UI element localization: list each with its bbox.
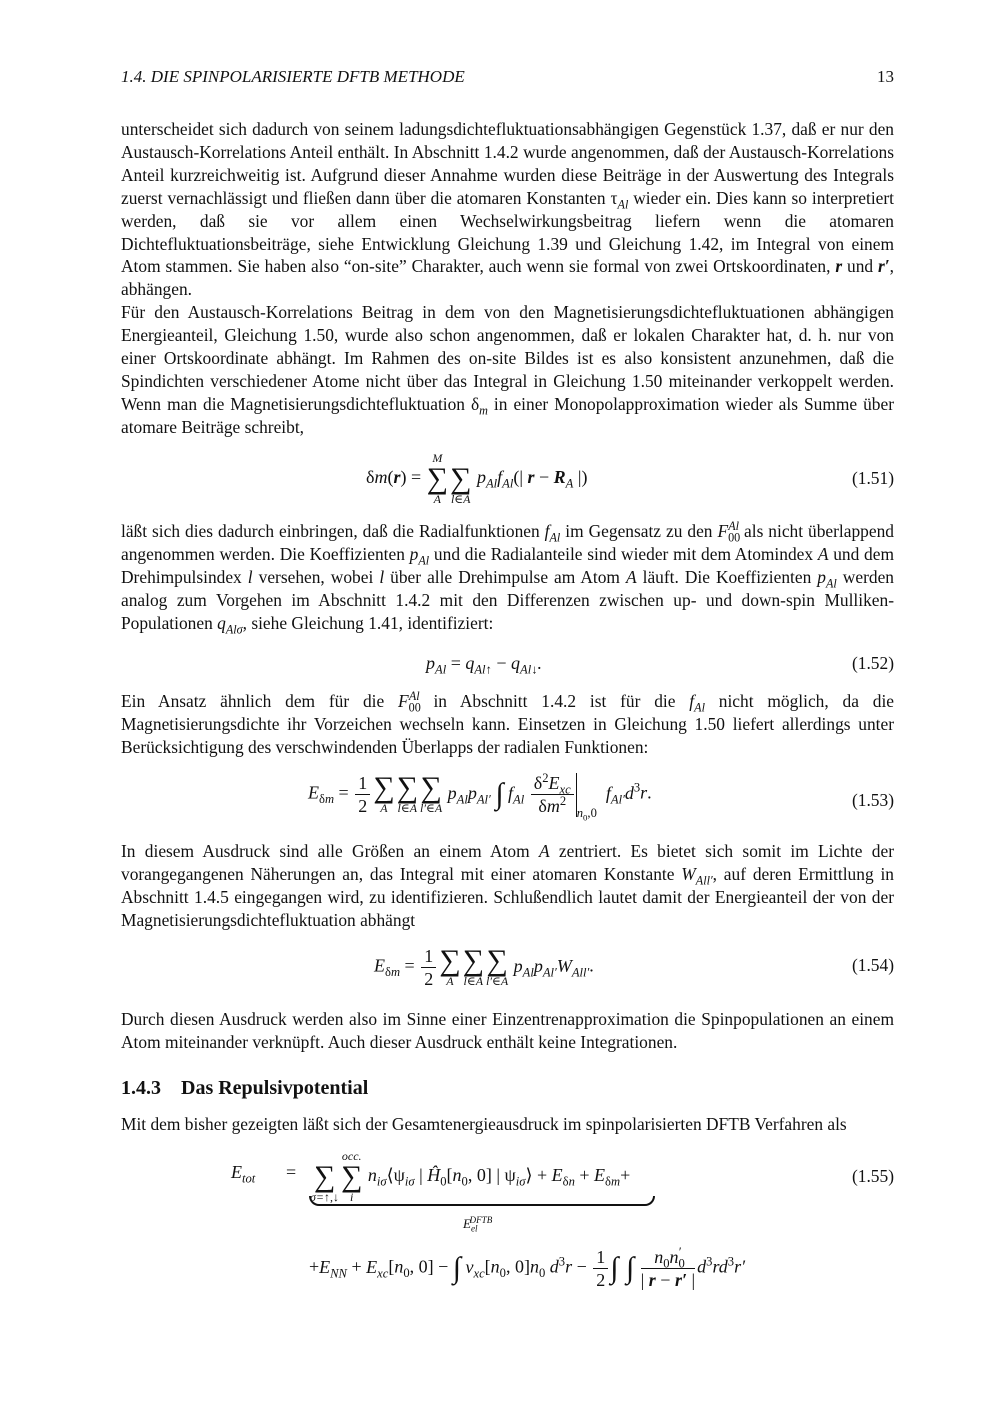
equation-number: (1.53): [851, 790, 894, 810]
equation-number: (1.54): [851, 955, 894, 975]
underbrace: [309, 1196, 655, 1206]
equation-number: (1.51): [851, 468, 894, 488]
paragraph-4: Ein Ansatz ähnlich dem für die $F_{00}^{Al}$ in Abschnitt 1.4.2 ist für die $f_{Al}$ nicht möglich, da die Magnetisierungsdichte ihr Vorzeichen wechseln kann. Einsetzen in Gleichung 1.50 liefert allerdings unter Berücksichtigung des verschwindenden Überlapps der radialen Funktionen:: [121, 689, 894, 757]
equation-1-51: δm(r) = M ∑ A ∑ l∈A $p_{Al}f_{Al}(|$ $r - R_A$ |) (1.51): [366, 451, 894, 506]
page-number: 13: [877, 67, 894, 86]
equation-number: (1.52): [851, 653, 894, 673]
paragraph-5: In diesem Ausdruck sind alle Größen an einem Atom A zentriert. Es bietet sich somit im Lichte der vorangegangenen Näherungen an, das Integral mit einer atomaren Konstante $W_{All'}$, auf deren Ermittlung in Abschnitt 1.4.5 eingegangen wird, zu identifizieren. Schlußendlich lautet damit der Energieanteil der von der Magnetisierungsdichtefluktuation abhängt: [121, 841, 894, 930]
running-title: 1.4. DIE SPINPOLARISIERTE DFTB METHODE: [121, 67, 465, 86]
equation-1-52: $p_{Al} = q_{Al↑} - q_{Al↓}$. (1.52): [426, 653, 894, 677]
paragraph-3: läßt sich dies dadurch einbringen, daß die Radialfunktionen $f_{Al}$ im Gegensatz zu den $F_{00}^{Al}$ als nicht überlappend angenommen werden. Die Koeffizienten $p_{Al}$ und die Radialanteile sind wieder mit dem Atomindex A und dem Drehimpulsindex l versehen, wobei l über alle Drehimpulse am Atom A läuft. Die Koeffizienten $p_{Al}$ werden analog zum Vorgehen im Abschnitt 1.4.2 mit den Differenzen zwischen up- und down-spin Mulliken-Populationen $q_{Al\sigma}$, siehe Gleichung 1.41, identifiziert:: [121, 519, 895, 637]
running-header: [121, 67, 894, 87]
equation-1-53: $E_{\delta m}$ = $\frac{1}{2}$ ∑ A ∑ l∈A ∑ l′∈A $p_{Al}p_{Al'}$ ∫ $f_{Al}$ $\frac{\delta^2E_{xc}}{\delta m^2}$ $_{n_0,0}$ $f_{Al'}d^3r$. (1.53): [308, 771, 894, 823]
paragraph-1: unterscheidet sich dadurch von seinem ladungsdichtefluktuationsabhängigen Gegenstück 1.37, daß er nur den Austausch-Korrelations Anteil enthält. In Abschnitt 1.4.2 wurde angenommen, daß der Austausch-Korrelations Anteil kurzreichweitig ist. Aufgrund dieser Annahme wurden diese Beiträge in der Auswertung des Integrals zuerst vernachlässigt und fließen dann über die atomaren Konstanten $\tau_{Al}$ wieder ein. Dies kann so interpretiert werden, daß sie vor allem einen Wechselwirkungsbeitrag liefern wenn die atomaren Dichtefluktuationsbeiträge, siehe Entwicklung Gleichung 1.39 und Gleichung 1.42, im Integral von einem Atom stammen. Sie haben also “on-site” Charakter, auch wenn sie formal von zwei Ortskoordinaten, r und r′, abhängen. Für den Austausch-Korrelations Beitrag in dem von den Magnetisierungsdichtefluktuationen abhängigen Energieanteil, Gleichung 1.50, wurde also schon angenommen, daß er lokalen Charakter hat, d. h. nur von einer Ortskoordinate abhängt. Im Rahmen des on-site Bildes ist es also konsistent anzunehmen, daß die Spindichten verschiedener Atome nicht über das Integral in Gleichung 1.50 miteinander verkoppelt werden. Wenn man die Magnetisierungsdichtefluktuation $\delta_m$ in einer Monopolapproximation wieder als Summe über atomare Beiträge schreibt,: [121, 119, 894, 437]
paragraph-6: Durch diesen Ausdruck werden also im Sinne einer Einzentrenapproximation die Spinpopulationen an einem Atom miteinander verknüpft. Auch dieser Ausdruck enthält keine Integrationen.: [121, 1009, 894, 1052]
paragraph-7: Mit dem bisher gezeigten läßt sich der Gesamtenergieausdruck im spinpolarisierten DFTB Verfahren als: [121, 1114, 847, 1134]
equation-number: (1.55): [851, 1166, 894, 1186]
equation-1-55: $E_{tot}$ = ∑ σ=↑,↓ occ. ∑ i $n_{i\sigma}⟨\psi_{i\sigma}$ | $Ĥ_0[n_0$, 0] | $\psi_{i\sigma}⟩ + E_{\delta n} + E_{\delta m}+$ $E_{el}^{DFTB}$ $+E_{NN} + E_{xc}[n_0$, 0] − ∫ $v_{xc}[n_0$, $0]n_0$ $d^3r$ − $\frac{1}{2}$ ∫ ∫ $\frac{n_0n_0'}{| r - r' |}$ $d^3rd^3r'$ (1.55): [231, 1149, 894, 1290]
equation-1-54: $E_{\delta m}$ = $\frac{1}{2}$ ∑ A ∑ l∈A ∑ l′∈A $p_{Al}p_{Al'}W_{All'}$. (1.54): [374, 944, 894, 989]
section-heading: 1.4.3 Das Repulsivpotential: [121, 1077, 369, 1099]
paragraph-2: Für den Austausch-Korrelations Beitrag in dem von den Magnetisierungsdichtefluktuationen abhängigen Energieanteil, Gleichung 1.50, wurde also schon angenommen, daß er lokalen Charakter hat, d. h. nur von einer Ortskoordinate abhängt. Im Rahmen des on-site Bildes ist es also konsistent anzunehmen, daß die Spindichten verschiedener Atome nicht über das Integral in Gleichung 1.50 miteinander verkoppelt werden. Wenn man die Magnetisierungsdichtefluktuation δ: [121, 302, 894, 414]
